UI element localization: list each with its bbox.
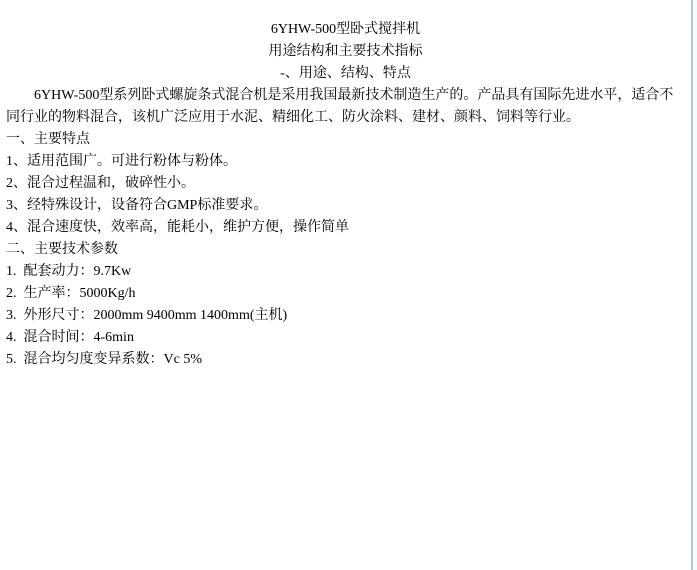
parameter-item: 2. 生产率：5000Kg/h [6,286,136,301]
parameters-heading: 二、主要技术参数 [6,242,118,257]
features-heading: 一、主要特点 [6,132,90,147]
parameter-item: 3. 外形尺寸：2000mm 9400mm 1400mm(主机) [6,308,288,323]
parameter-item: 4. 混合时间：4-6min [6,330,134,345]
feature-item: 1、适用范围广。可进行粉体与粉体。 [6,154,237,169]
feature-item: 2、混合过程温和，破碎性小。 [6,176,195,191]
feature-item: 4、混合速度快，效率高，能耗小，维护方便，操作简单 [6,220,349,235]
intro-paragraph: 6YHW-500型系列卧式螺旋条式混合机是采用我国最新技术制造生产的。产品具有国际先进水平，适合不同行业的物料混合，该机广泛应用于水泥、精细化工、防火涂料、建材、颜料、饲料等行业。 [6,88,674,125]
doc-subtitle: 用途结构和主要技术指标 [268,44,423,59]
feature-item: 3、经特殊设计，设备符合GMP标准要求。 [6,198,268,213]
right-edge-border [691,0,697,570]
usage-section-heading: -、用途、结构、特点 [280,66,411,81]
parameter-item: 1. 配套动力：9.7Kw [6,264,132,279]
doc-title: 6YHW-500型卧式搅拌机 [270,22,421,37]
parameter-item: 5. 混合均匀度变异系数：Vc 5% [6,352,202,367]
